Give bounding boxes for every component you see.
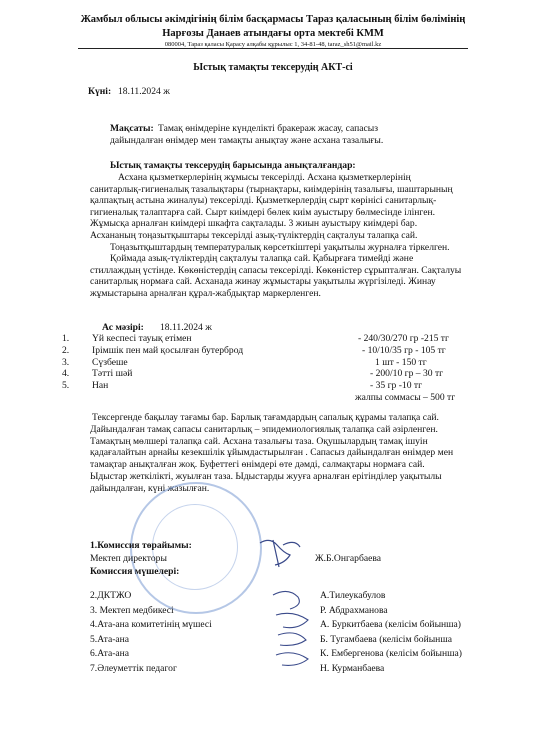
menu-item-portion: - 200/10 гр – 30 тг	[370, 368, 444, 380]
findings-line: Асхана қызметкерлерінің жұмысы тексерілді. Асхана қызметкерлерінің	[118, 172, 411, 183]
findings-line: санитарлық-гигиеналық тазалықтары (тырнақтары, киімдерінің тазалығы, шаштарының	[90, 183, 453, 195]
commission-member-role: 5.Ата-ана	[90, 633, 130, 645]
findings-line: Қоймада азық-түліктердің сақталуы талапқа сай. Қабырғаға тимейді және	[110, 253, 414, 265]
commission-chair-role: Мектеп директоры	[90, 553, 167, 564]
conclusion-line: дайындалған, күні жазылған.	[90, 482, 210, 494]
purpose-line-2: дайындалған өнімдер мен тамақты анықтау және асхана тазалығы.	[110, 135, 384, 146]
date-label: Күні:	[88, 86, 112, 97]
menu-item-name: Нан	[92, 380, 109, 392]
menu-item-number: 4.	[62, 368, 70, 380]
commission-member-role: 3. Мектеп медбикесі	[90, 604, 174, 616]
findings-line: гигиеналық талаптарға сай. Сырт киімдері бөлек киім ауыстыру бөлмесінде ілінген.	[90, 206, 436, 218]
commission-member-name: Р. Абдрахманова	[320, 604, 388, 616]
conclusion-line: тамақтар анықталған жоқ. Буфеттегі өнімдері өте дәмді, салмақтары нормаға сай.	[90, 459, 425, 471]
menu-item-number: 1.	[62, 333, 70, 344]
header-address: 080004, Тараз қаласы Қарасу алқабы құрылыс 1, 34-81-48, taraz_sh51@mail.kz	[164, 41, 382, 48]
menu-date: 18.11.2024 ж	[160, 322, 212, 333]
commission-member-name: Н. Курманбаева	[320, 663, 385, 674]
menu-item-portion: - 240/30/270 гр -215 тг	[358, 333, 449, 344]
chair-signature	[255, 535, 305, 570]
menu-item-number: 2.	[62, 344, 70, 356]
findings-line: стиллаждың үстінде. Көкөністердің сапасы тексерілді. Көкөністер сұрыпталған. Сақталуы	[90, 264, 462, 276]
commission-member-role: 2.ДКТЖО	[90, 590, 132, 601]
findings-line: қалпақтың астына жиналуы) тексерілді. Қызметкерлердің сырт көрінісі санитарлық-	[90, 195, 437, 207]
findings-line: жұмыстарына арналған құрал-жабдықтар маркерленген.	[90, 288, 321, 299]
conclusion-line: Ыдыстар жеткілікті, жуылған таза. Ыдыстарды жууға арналған ерітінділер уақытылы	[90, 471, 442, 482]
menu-item-number: 5.	[62, 380, 70, 392]
commission-chair-heading: 1.Комиссия төрайымы:	[90, 540, 192, 551]
header-school-name: Нарғозы Данаев атындағы орта мектебі КММ	[162, 28, 384, 39]
members-signatures	[268, 585, 318, 675]
purpose-label: Мақсаты:	[110, 123, 154, 134]
purpose-line-1: Тамақ өнімдеріне күнделікті бракераж жасау, сапасыз	[158, 123, 378, 134]
conclusion-line: Дайындалған тамақ сапасы санитарлық – эпидемиологиялық талапқа сай әзірленген.	[90, 423, 438, 435]
commission-member-role: 6.Ата-ана	[90, 648, 130, 660]
menu-item-portion: - 35 гр -10 тг	[370, 380, 423, 392]
menu-item-name: Сүзбеше	[92, 356, 128, 368]
findings-line: санитарлық нормаға сай. Асханада жинау жұмыстары уақытылы жүргізіледі. Жинау	[90, 276, 436, 288]
commission-chair-name: Ж.Б.Онгарбаева	[315, 553, 382, 564]
header-organization: Жамбыл облысы әкімдігінің білім басқармасы Тараз қаласының білім бөлімінің	[80, 14, 466, 25]
date-value: 18.11.2024 ж	[118, 86, 170, 97]
document-title: Ыстық тамақты тексерудің АКТ-сі	[193, 62, 353, 73]
commission-member-name: К. Ембергенова (келісім бойынша)	[320, 648, 462, 660]
conclusion-line: Тексергенде бақылау тағамы бар. Барлық тағамдардың сапалық құрамы талапқа сай.	[92, 412, 439, 423]
findings-line: Тоңазытқыштардың температуралық көрсеткіштері уақытылы журналға тіркелген.	[110, 241, 450, 253]
findings-line: Жұмысқа арналған киімдері шкафта сақталады. 3 жиын ауыстыру киімдері бар.	[90, 218, 418, 230]
header-divider	[78, 48, 468, 49]
findings-line: Асхананың тоңазытқыштары тексерілді азық-түліктердің сақталуы талапқа сай.	[90, 230, 418, 241]
menu-item-portion: - 10/10/35 гр - 105 тг	[362, 344, 446, 356]
menu-item-name: Үй кеспесі тауық етімен	[92, 333, 192, 344]
commission-member-name: А.Тилеукабулов	[320, 590, 386, 601]
commission-members-heading: Комиссия мүшелері:	[90, 566, 180, 577]
conclusion-line: қадағалайтын арнайы кезекшілік ұйымдастырылған . Сапасыз дайындалған өнімдер мен	[90, 447, 454, 459]
menu-item-portion: 1 шт - 150 тг	[375, 356, 427, 368]
menu-total: жалпы соммасы – 500 тг	[355, 392, 456, 403]
commission-member-role: 4.Ата-ана комитетінің мүшесі	[90, 619, 212, 631]
menu-item-name: Ірімшік пен май қосылған бутерброд	[92, 344, 244, 356]
menu-label: Ас мәзірі:	[102, 322, 144, 333]
findings-heading: Ыстық тамақты тексерудің барысында анықталғандар:	[110, 160, 356, 171]
conclusion-line: Тамақтың мөлшері талапқа сай. Асхана тазалығы таза. Оқушылардың тамақ ішуін	[90, 435, 428, 447]
commission-member-name: А. Буркитбаева (келісім бойынша)	[320, 619, 461, 631]
menu-item-number: 3.	[62, 356, 70, 368]
commission-member-name: Б. Тугамбаева (келісім бойынша	[320, 633, 452, 645]
menu-item-name: Тәтті шәй	[92, 368, 133, 380]
commission-member-role: 7.Әлеуметтік педагог	[90, 663, 177, 674]
